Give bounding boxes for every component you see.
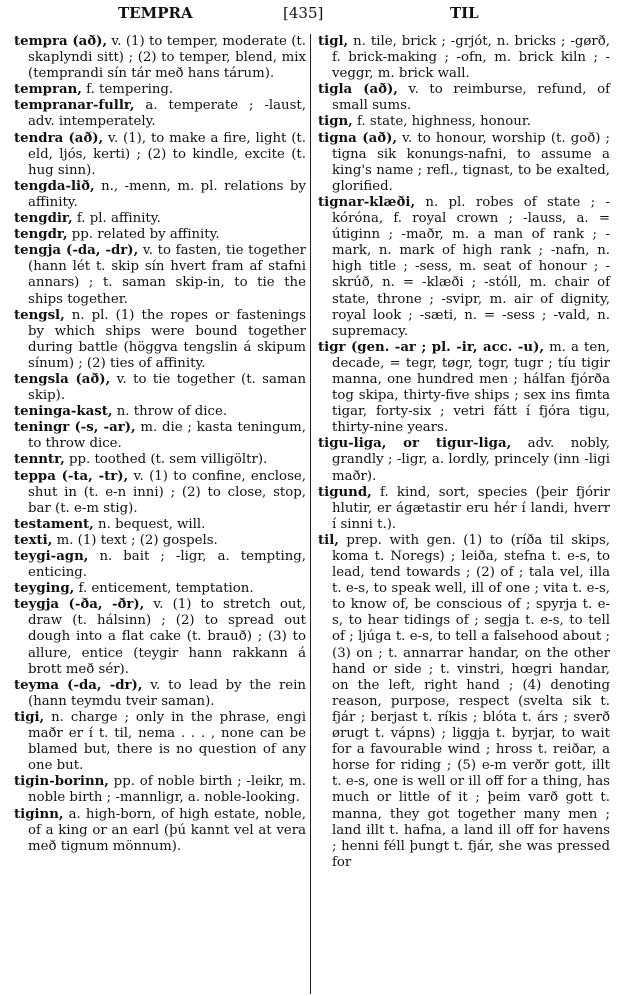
entry-headword: tengja (-da, -dr), <box>14 243 139 259</box>
right-guide-word: TIL <box>450 4 479 22</box>
entry-definition: n. pl. (1) the ropes or fastenings by which ships were bound together during battle (höggva tengslin á skipum sínum) ; (2) ties of affinity. <box>28 307 306 371</box>
entry-headword: tignar-klæði, <box>318 194 416 210</box>
entry-definition: n. charge ; only in the phrase, engi maðr er í t. til, nema . . . , none can be blamed but, there is no question of any one but. <box>28 709 306 774</box>
entry-definition: v. to fasten, tie together (hann lét t. skip sín hvert fram af stafni annars) ; t. saman skip-in, to tie the ships together. <box>28 243 306 307</box>
entry-definition: n., -menn, m. pl. relations by affinity. <box>28 178 306 210</box>
left-guide-word: TEMPRA <box>118 4 193 22</box>
entry-definition: pp. related by affinity. <box>67 227 220 243</box>
entry-headword: tiginn, <box>14 806 64 822</box>
entry-headword: tempra (að), <box>14 34 108 49</box>
dictionary-entry <box>14 678 306 710</box>
entry-headword: tengsl, <box>14 307 65 323</box>
dictionary-entry <box>14 597 306 677</box>
entry-headword: til, <box>318 532 339 548</box>
entry-headword: testament, <box>14 516 94 532</box>
entry-definition: v. (1) to temper, moderate (t. skaplyndi sitt) ; (2) to temper, blend, mix (temprandi sín tár með hans tárum). <box>28 34 306 82</box>
dictionary-entry <box>14 517 306 533</box>
entry-definition: m. die ; kasta teningum, to throw dice. <box>28 420 306 452</box>
entry-definition: n. throw of dice. <box>112 404 228 420</box>
entry-headword: tengsla (að), <box>14 371 111 387</box>
entry-definition: pp. toothed (t. sem villigöltr). <box>64 452 268 468</box>
dictionary-entry <box>14 807 306 855</box>
entry-headword: tempran, <box>14 82 82 98</box>
entry-definition: v. to reimburse, refund, of small sums. <box>332 82 610 114</box>
column-divider <box>310 34 311 994</box>
dictionary-entry <box>14 82 306 98</box>
dictionary-entry <box>318 485 610 533</box>
entry-definition: pp. of noble birth ; -leikr, m. noble birth ; -mannligr, a. noble-looking. <box>28 774 306 806</box>
entry-definition: prep. with gen. (1) to (ríða til skips, koma t. Noregs) ; leiða, stefna t. e-s, to lead, tend towards ; (2) of ; tala vel, illa t. e-s, to speak well, ill of one ; vita t. e-s, to know of, be conscious of ; spyrja t. e-s, to hear tidings of ; segja t. e-s, to tell of ; ljúga t. e-s, to tell a falsehood about ; (3) on ; t. annarrar handar, on the other hand or side ; t. vinstri, hœgri handar, on the left, right hand ; (4) denoting reason, purpose, respect (svelta sik t. fjár ; berjast t. ríkis ; blóta t. árs ; sverð ørugt t. vápns) ; liggja t. byrjar, to wait for a favourable wind ; hross t. reiðar, a horse for riding ; (5) e-m verðr gott, illt t. e-s, one is well or ill off for a thing, has much or little of it ; þeim varð gott t. manna, they got together many men ; land illt t. hafna, a land ill off for havens ; henni féll þungt t. fjár, she was pressed for <box>332 532 610 870</box>
entry-definition: a. temperate ; -laust, adv. intemperately. <box>28 98 306 130</box>
entry-definition: m. a ten, decade, = tegr, tøgr, togr, tugr ; tíu tigir manna, one hundred men ; hálfan fjórða tog skipa, thirty-five ships ; sex ins fimta tigar, forty-six ; vetri fátt í fjóra tigu, thirty-nine years. <box>332 339 610 436</box>
entry-definition: n. bequest, will. <box>93 516 206 532</box>
dictionary-entry <box>14 308 306 372</box>
page-number: [435] <box>283 4 324 22</box>
entry-definition: v. to honour, worship (t. goð) ; tigna sik konungs-nafni, to assume a king's name ; refl., tignast, to be exalted, glorified. <box>332 130 610 194</box>
dictionary-entry <box>14 581 306 597</box>
dictionary-entry <box>14 34 306 82</box>
entry-headword: tign, <box>318 114 353 130</box>
entry-headword: teninga-kast, <box>14 404 113 420</box>
entry-headword: tempranar-fullr, <box>14 98 135 114</box>
entry-definition: v. (1), to make a fire, light (t. eld, ljós, kerti) ; (2) to kindle, excite (t. hug sinn). <box>28 130 307 178</box>
dictionary-entry <box>14 452 306 468</box>
entry-definition: f. enticement, temptation. <box>74 581 254 597</box>
entry-definition: f. kind, sort, species (þeir fjórir hlutir, er ágætastir eru hér í landi, hverr í sinni t.). <box>332 484 610 532</box>
entry-headword: tigla (að), <box>318 82 398 98</box>
entry-headword: teyma (-da, -dr), <box>14 677 143 693</box>
dictionary-entry <box>14 549 306 581</box>
dictionary-entry <box>14 243 306 307</box>
entry-definition: n. pl. robes of state ; -kóróna, f. royal crown ; -lauss, a. = útiginn ; -maðr, m. a man of rank ; -mark, n. mark of high rank ; -nafn, n. high title ; -sess, m. seat of honour ; -skrúð, n. = -klæði ; -stóll, m. chair of state, throne ; -svipr, m. air of dignity, royal look ; -sæti, n. = -sess ; -vald, n. supremacy. <box>332 194 610 339</box>
entry-headword: tigl, <box>318 34 349 49</box>
entry-headword: teygi-agn, <box>14 549 89 564</box>
entry-headword: teningr (-s, -ar), <box>14 420 136 436</box>
entry-definition: n. bait ; -ligr, a. tempting, enticing. <box>28 549 306 581</box>
entry-headword: tenntr, <box>14 452 65 468</box>
dictionary-entry <box>14 179 306 211</box>
dictionary-entry <box>14 372 306 404</box>
entry-definition: m. (1) text ; (2) gospels. <box>52 532 218 548</box>
entry-definition: n. tile, brick ; -grjót, n. bricks ; -gørð, f. brick-making ; -ofn, m. brick kiln ; -veggr, m. brick wall. <box>332 34 610 82</box>
entry-definition: v. to lead by the rein (hann teymdu tveir saman). <box>28 677 306 709</box>
dictionary-entry <box>14 98 306 130</box>
entry-headword: tigna (að), <box>318 130 397 146</box>
entry-headword: tengdir, <box>14 211 73 227</box>
left-column <box>14 34 306 855</box>
entry-headword: tigin-borinn, <box>14 774 109 790</box>
entry-definition: f. pl. affinity. <box>72 211 161 227</box>
right-column <box>318 34 610 871</box>
dictionary-entry <box>318 195 610 340</box>
dictionary-entry <box>318 114 610 130</box>
entry-headword: tengdr, <box>14 227 68 243</box>
entry-definition: v. (1) to confine, enclose, shut in (t. e-n inni) ; (2) to close, stop, bar (t. e-m stig). <box>28 468 306 516</box>
entry-headword: teygja (-ða, -ðr), <box>14 597 145 613</box>
dictionary-entry <box>318 533 610 871</box>
entry-definition: v. to tie together (t. saman skip). <box>28 371 307 404</box>
dictionary-entry <box>14 227 306 243</box>
entry-headword: tigi, <box>14 709 45 725</box>
dictionary-entry <box>318 340 610 437</box>
dictionary-entry <box>14 533 306 549</box>
dictionary-entry <box>14 469 306 517</box>
dictionary-entry <box>14 710 306 774</box>
entry-definition: f. state, highness, honour. <box>352 114 531 130</box>
entry-headword: tendra (að), <box>14 130 104 146</box>
entry-headword: teyging, <box>14 581 75 597</box>
entry-headword: tigu-liga, or tigur-liga, <box>318 436 512 452</box>
dictionary-entry <box>14 420 306 452</box>
dictionary-entry <box>14 774 306 806</box>
entry-definition: f. tempering. <box>81 82 174 98</box>
dictionary-entry <box>14 131 306 179</box>
entry-definition: a. high-born, of high estate, noble, of a king or an earl (þú kannt vel at vera með tignum mönnum). <box>28 806 306 854</box>
dictionary-entry <box>14 404 306 420</box>
dictionary-entry <box>14 211 306 227</box>
dictionary-entry <box>318 131 610 195</box>
dictionary-entry <box>318 34 610 82</box>
dictionary-entry <box>318 82 610 114</box>
page-header <box>0 2 625 24</box>
entry-definition: adv. nobly, grandly ; -ligr, a. lordly, princely (inn -ligi maðr). <box>332 436 610 484</box>
entry-headword: tengda-lið, <box>14 178 95 194</box>
entry-headword: teppa (-ta, -tr), <box>14 468 129 484</box>
entry-headword: tigr (gen. -ar ; pl. -ir, acc. -u), <box>318 339 544 355</box>
entry-headword: texti, <box>14 532 53 548</box>
entry-headword: tigund, <box>318 484 372 500</box>
entry-definition: v. (1) to stretch out, draw (t. hálsinn) ; (2) to spread out dough into a flat cake (t. brauð) ; (3) to allure, entice (teygir hann rakkann á brott með sér). <box>28 597 306 677</box>
dictionary-entry <box>318 436 610 484</box>
